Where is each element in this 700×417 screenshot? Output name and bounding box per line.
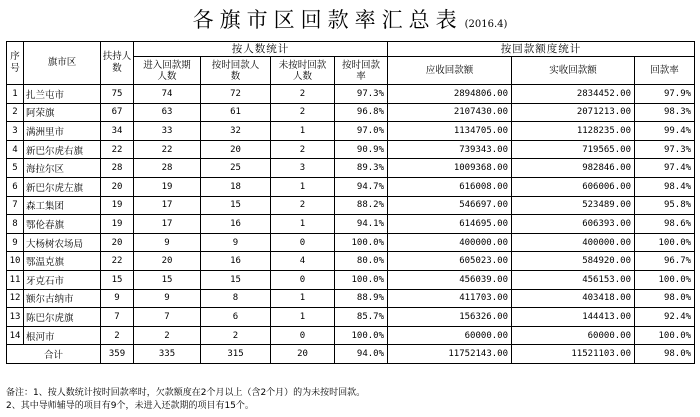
cell-received: 719565.00 <box>512 140 635 159</box>
footnotes <box>6 387 365 413</box>
cell-region: 额尔古纳市 <box>24 289 101 308</box>
cell-region: 鄂伦春旗 <box>24 215 101 234</box>
cell-entered: 28 <box>134 159 201 178</box>
cell-rate-people: 94.7% <box>335 177 388 196</box>
cell-rate-amount: 100.0% <box>635 326 695 345</box>
table-row <box>7 196 695 215</box>
table-row <box>7 177 695 196</box>
cell-seq: 8 <box>7 215 24 234</box>
cell-seq: 3 <box>7 122 24 141</box>
cell-late: 0 <box>271 270 335 289</box>
cell-entered: 20 <box>134 252 201 271</box>
cell-rate-amount: 99.4% <box>635 122 695 141</box>
cell-rate-people: 85.7% <box>335 308 388 327</box>
table-row <box>7 270 695 289</box>
cell-seq: 10 <box>7 252 24 271</box>
cell-rate-amount: 98.0% <box>635 289 695 308</box>
cell-rate-people: 80.0% <box>335 252 388 271</box>
footnote-1: 备注：1、按人数统计按时回款率时，欠款额度在2个月以上（含2个月）的为未按时回款。 <box>6 388 366 398</box>
table-row <box>7 289 695 308</box>
cell-entered: 17 <box>134 196 201 215</box>
cell-supported: 9 <box>101 289 134 308</box>
table-row <box>7 159 695 178</box>
header-supported: 扶持人 数 <box>101 42 134 85</box>
cell-region: 阿荣旗 <box>24 103 101 122</box>
total-entered: 335 <box>134 345 201 364</box>
report-title-block <box>0 4 700 34</box>
report-title: 各旗市区回款率汇总表 <box>192 8 463 32</box>
cell-rate-people: 100.0% <box>335 233 388 252</box>
cell-ontime: 20 <box>201 140 271 159</box>
cell-rate-people: 94.1% <box>335 215 388 234</box>
summary-table <box>6 41 695 364</box>
cell-supported: 7 <box>101 308 134 327</box>
cell-rate-people: 89.3% <box>335 159 388 178</box>
cell-received: 144413.00 <box>512 308 635 327</box>
cell-due: 411703.00 <box>388 289 512 308</box>
cell-received: 606006.00 <box>512 177 635 196</box>
cell-received: 400000.00 <box>512 233 635 252</box>
cell-supported: 22 <box>101 140 134 159</box>
cell-rate-people: 90.9% <box>335 140 388 159</box>
footnote-2: 2、其中导师辅导的项目有9个，未进入还款期的项目有15个。 <box>6 401 254 411</box>
cell-due: 546697.00 <box>388 196 512 215</box>
cell-region: 鄂温克旗 <box>24 252 101 271</box>
cell-entered: 15 <box>134 270 201 289</box>
cell-seq: 11 <box>7 270 24 289</box>
cell-received: 982846.00 <box>512 159 635 178</box>
cell-late: 1 <box>271 122 335 141</box>
cell-entered: 9 <box>134 289 201 308</box>
cell-seq: 12 <box>7 289 24 308</box>
header-due: 应收回款额 <box>388 57 512 85</box>
total-late: 20 <box>271 345 335 364</box>
cell-received: 60000.00 <box>512 326 635 345</box>
cell-seq: 6 <box>7 177 24 196</box>
cell-entered: 2 <box>134 326 201 345</box>
cell-seq: 2 <box>7 103 24 122</box>
header-rate-amount: 回款率 <box>635 57 695 85</box>
cell-ontime: 15 <box>201 270 271 289</box>
cell-region: 扎兰屯市 <box>24 85 101 104</box>
cell-rate-people: 88.9% <box>335 289 388 308</box>
total-received: 11521103.00 <box>512 345 635 364</box>
cell-seq: 14 <box>7 326 24 345</box>
report-date: (2016.4) <box>464 19 508 30</box>
header-region: 旗市区 <box>24 42 101 85</box>
cell-ontime: 15 <box>201 196 271 215</box>
total-rate-amount: 98.0% <box>635 345 695 364</box>
cell-rate-amount: 96.7% <box>635 252 695 271</box>
cell-entered: 7 <box>134 308 201 327</box>
cell-region: 陈巴尔虎旗 <box>24 308 101 327</box>
cell-seq: 9 <box>7 233 24 252</box>
cell-received: 2834452.00 <box>512 85 635 104</box>
cell-region: 新巴尔虎右旗 <box>24 140 101 159</box>
cell-entered: 17 <box>134 215 201 234</box>
cell-entered: 9 <box>134 233 201 252</box>
cell-ontime: 32 <box>201 122 271 141</box>
cell-due: 156326.00 <box>388 308 512 327</box>
cell-rate-people: 88.2% <box>335 196 388 215</box>
total-due: 11752143.00 <box>388 345 512 364</box>
total-rate-people: 94.0% <box>335 345 388 364</box>
cell-ontime: 18 <box>201 177 271 196</box>
cell-rate-people: 96.8% <box>335 103 388 122</box>
cell-late: 0 <box>271 233 335 252</box>
cell-rate-amount: 100.0% <box>635 233 695 252</box>
cell-rate-amount: 97.4% <box>635 159 695 178</box>
cell-due: 739343.00 <box>388 140 512 159</box>
cell-rate-amount: 92.4% <box>635 308 695 327</box>
cell-received: 584920.00 <box>512 252 635 271</box>
cell-region: 牙克石市 <box>24 270 101 289</box>
header-received: 实收回款额 <box>512 57 635 85</box>
cell-late: 2 <box>271 140 335 159</box>
cell-supported: 20 <box>101 233 134 252</box>
cell-ontime: 6 <box>201 308 271 327</box>
cell-due: 2107430.00 <box>388 103 512 122</box>
cell-due: 1009368.00 <box>388 159 512 178</box>
cell-region: 海拉尔区 <box>24 159 101 178</box>
cell-region: 大杨树农场局 <box>24 233 101 252</box>
cell-rate-amount: 95.8% <box>635 196 695 215</box>
cell-due: 605023.00 <box>388 252 512 271</box>
cell-rate-amount: 98.3% <box>635 103 695 122</box>
cell-ontime: 16 <box>201 215 271 234</box>
cell-rate-people: 100.0% <box>335 270 388 289</box>
cell-received: 403418.00 <box>512 289 635 308</box>
total-label: 合计 <box>7 345 101 364</box>
cell-late: 2 <box>271 196 335 215</box>
cell-supported: 19 <box>101 196 134 215</box>
cell-supported: 75 <box>101 85 134 104</box>
cell-entered: 74 <box>134 85 201 104</box>
cell-rate-amount: 97.3% <box>635 140 695 159</box>
cell-seq: 7 <box>7 196 24 215</box>
cell-entered: 33 <box>134 122 201 141</box>
header-group-people: 按人数统计 <box>134 42 388 57</box>
cell-supported: 2 <box>101 326 134 345</box>
cell-ontime: 61 <box>201 103 271 122</box>
cell-ontime: 72 <box>201 85 271 104</box>
cell-late: 1 <box>271 289 335 308</box>
header-entered: 进入回款期 人数 <box>134 57 201 85</box>
cell-due: 456039.00 <box>388 270 512 289</box>
cell-ontime: 2 <box>201 326 271 345</box>
table-row <box>7 122 695 141</box>
cell-due: 616008.00 <box>388 177 512 196</box>
header-late: 未按时回款 人数 <box>271 57 335 85</box>
table-row <box>7 103 695 122</box>
cell-ontime: 8 <box>201 289 271 308</box>
cell-entered: 22 <box>134 140 201 159</box>
cell-supported: 67 <box>101 103 134 122</box>
cell-region: 满洲里市 <box>24 122 101 141</box>
total-ontime: 315 <box>201 345 271 364</box>
cell-ontime: 16 <box>201 252 271 271</box>
cell-rate-people: 100.0% <box>335 326 388 345</box>
cell-ontime: 9 <box>201 233 271 252</box>
cell-late: 2 <box>271 103 335 122</box>
cell-rate-amount: 100.0% <box>635 270 695 289</box>
cell-due: 1134705.00 <box>388 122 512 141</box>
cell-supported: 19 <box>101 215 134 234</box>
cell-late: 4 <box>271 252 335 271</box>
total-row <box>7 345 695 364</box>
table-row <box>7 85 695 104</box>
cell-seq: 5 <box>7 159 24 178</box>
cell-supported: 34 <box>101 122 134 141</box>
cell-received: 2071213.00 <box>512 103 635 122</box>
header-ontime: 按时回款人 数 <box>201 57 271 85</box>
cell-supported: 15 <box>101 270 134 289</box>
cell-entered: 63 <box>134 103 201 122</box>
cell-received: 1128235.00 <box>512 122 635 141</box>
cell-late: 1 <box>271 308 335 327</box>
table-row <box>7 326 695 345</box>
cell-late: 0 <box>271 326 335 345</box>
cell-rate-people: 97.0% <box>335 122 388 141</box>
cell-due: 2894806.00 <box>388 85 512 104</box>
cell-rate-people: 97.3% <box>335 85 388 104</box>
cell-received: 456153.00 <box>512 270 635 289</box>
cell-late: 1 <box>271 215 335 234</box>
cell-region: 新巴尔虎左旗 <box>24 177 101 196</box>
table-row <box>7 252 695 271</box>
cell-seq: 1 <box>7 85 24 104</box>
cell-supported: 28 <box>101 159 134 178</box>
cell-region: 森工集团 <box>24 196 101 215</box>
cell-due: 400000.00 <box>388 233 512 252</box>
header-group-amount: 按回款额度统计 <box>388 42 695 57</box>
cell-due: 60000.00 <box>388 326 512 345</box>
table-row <box>7 140 695 159</box>
cell-seq: 4 <box>7 140 24 159</box>
cell-supported: 20 <box>101 177 134 196</box>
cell-supported: 22 <box>101 252 134 271</box>
cell-received: 523489.00 <box>512 196 635 215</box>
header-seq: 序 号 <box>7 42 24 85</box>
cell-ontime: 25 <box>201 159 271 178</box>
cell-received: 606393.00 <box>512 215 635 234</box>
total-supported: 359 <box>101 345 134 364</box>
cell-entered: 19 <box>134 177 201 196</box>
cell-rate-amount: 98.4% <box>635 177 695 196</box>
cell-late: 2 <box>271 85 335 104</box>
cell-late: 3 <box>271 159 335 178</box>
cell-due: 614695.00 <box>388 215 512 234</box>
table-row <box>7 233 695 252</box>
header-rate-people: 按时回款 率 <box>335 57 388 85</box>
cell-rate-amount: 97.9% <box>635 85 695 104</box>
cell-seq: 13 <box>7 308 24 327</box>
table-row <box>7 308 695 327</box>
table-row <box>7 215 695 234</box>
cell-late: 1 <box>271 177 335 196</box>
cell-rate-amount: 98.6% <box>635 215 695 234</box>
cell-region: 根河市 <box>24 326 101 345</box>
